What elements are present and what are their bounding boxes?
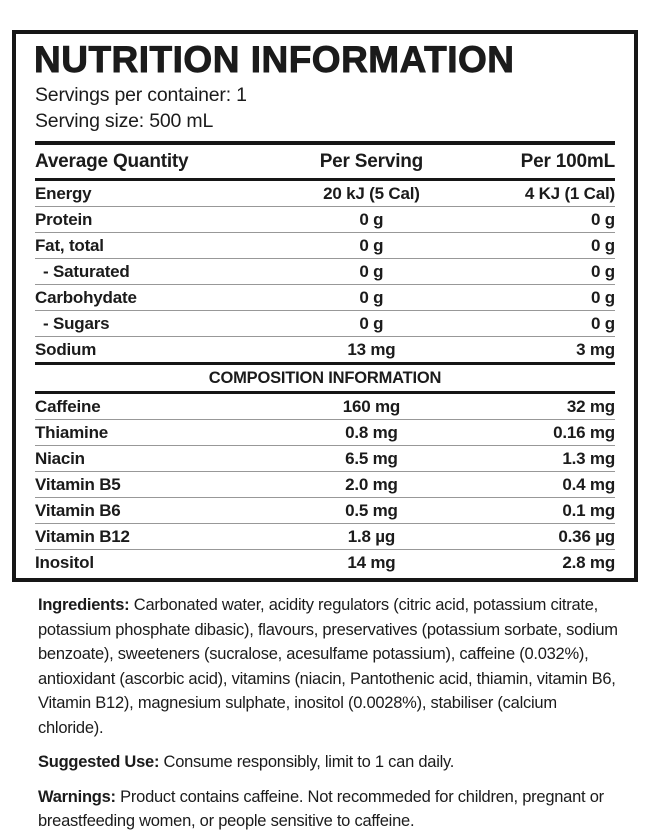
column-header-per-serving: Per Serving — [319, 151, 424, 173]
row-per-100ml-value: 32 mg — [566, 396, 615, 416]
row-label: Thiamine — [35, 422, 109, 442]
row-per-serving-value: 0 g — [359, 287, 384, 307]
row-per-100ml-value: 0.1 mg — [562, 500, 615, 520]
row-label: Niacin — [35, 448, 85, 468]
suggested-use-label: Suggested Use: — [38, 753, 160, 772]
row-per-100ml-value: 3 mg — [576, 339, 615, 359]
table-row-vitamin-b5 — [35, 471, 615, 497]
row-per-serving-value: 2.0 mg — [345, 474, 398, 494]
table-row-fat-total — [35, 232, 615, 258]
table-row-inositol — [35, 549, 615, 575]
label-notes — [38, 593, 618, 834]
table-row-saturated — [35, 258, 615, 284]
row-per-100ml-value: 4 KJ (1 Cal) — [524, 183, 615, 203]
table-row-sodium — [35, 336, 615, 362]
row-per-100ml-value: 0.36 µg — [558, 526, 615, 546]
row-per-serving-value: 0.8 mg — [345, 422, 398, 442]
servings-per-container: Servings per container: 1 — [35, 84, 247, 107]
row-per-serving-value: 14 mg — [347, 552, 396, 572]
composition-section-header: COMPOSITION INFORMATION — [208, 369, 442, 388]
table-row-energy — [35, 181, 615, 206]
row-label: Caffeine — [35, 396, 101, 416]
ingredients-text: Carbonated water, acidity regulators (citric acid, potassium citrate, potassium phosphate dibasic), flavours, preservatives (potassium sorbate, sodium benzoate), sweeteners (sucralose, acesulfame potassium), caffeine (0.032%), antioxidant (ascorbic acid), vitamins (niacin, Pantothenic acid, thiamin, vitamin B6, Vitamin B12), magnesium sulphate, inositol (0.0028%), stabiliser (calcium chloride). — [38, 596, 618, 737]
ingredients-note — [38, 593, 618, 740]
warnings-note — [38, 785, 618, 834]
panel-title: NUTRITION INFORMATION — [34, 39, 515, 80]
row-label: Sodium — [35, 339, 97, 359]
row-per-100ml-value: 0 g — [591, 261, 615, 281]
row-per-100ml-value: 0 g — [591, 313, 615, 333]
row-per-serving-value: 1.8 µg — [347, 526, 396, 546]
row-label: - Sugars — [43, 313, 110, 333]
row-per-serving-value: 6.5 mg — [345, 448, 398, 468]
row-per-serving-value: 0 g — [359, 261, 384, 281]
table-row-caffeine — [35, 394, 615, 419]
suggested-use-text: Consume responsibly, limit to 1 can daily. — [159, 753, 455, 772]
table-row-thiamine — [35, 419, 615, 445]
row-label: Carbohydate — [35, 287, 137, 307]
suggested-use-note — [38, 750, 618, 775]
column-header-per-100ml: Per 100mL — [520, 151, 615, 173]
row-per-100ml-value: 0 g — [591, 235, 615, 255]
row-per-serving-value: 0.5 mg — [345, 500, 398, 520]
row-label: Energy — [35, 183, 92, 203]
row-per-serving-value: 13 mg — [347, 339, 396, 359]
row-label: Vitamin B5 — [35, 474, 121, 494]
row-label: Inositol — [35, 552, 94, 572]
row-per-100ml-value: 0 g — [591, 209, 615, 229]
serving-size: Serving size: 500 mL — [35, 110, 214, 133]
row-per-100ml-value: 0.16 mg — [553, 422, 615, 442]
warnings-text: Product contains caffeine. Not recommeded for children, pregnant or breastfeeding women, or people sensitive to caffeine. — [38, 787, 604, 831]
row-label: Vitamin B6 — [35, 500, 121, 520]
row-label: Protein — [35, 209, 93, 229]
table-row-vitamin-b12 — [35, 523, 615, 549]
nutrition-panel — [12, 30, 638, 582]
row-per-serving-value: 0 g — [359, 313, 384, 333]
row-per-serving-value: 0 g — [359, 235, 384, 255]
row-per-serving-value: 20 kJ (5 Cal) — [323, 183, 420, 203]
table-header-row — [35, 145, 615, 178]
ingredients-label: Ingredients: — [38, 596, 130, 615]
row-label: - Saturated — [43, 261, 130, 281]
table-row-niacin — [35, 445, 615, 471]
row-per-serving-value: 160 mg — [342, 396, 401, 416]
table-row-carbohydrate — [35, 284, 615, 310]
row-per-100ml-value: 1.3 mg — [562, 448, 615, 468]
row-per-serving-value: 0 g — [359, 209, 384, 229]
row-label: Fat, total — [35, 235, 104, 255]
table-row-vitamin-b6 — [35, 497, 615, 523]
column-header-average-quantity: Average Quantity — [35, 151, 189, 173]
row-per-100ml-value: 0 g — [591, 287, 615, 307]
row-per-100ml-value: 2.8 mg — [562, 552, 615, 572]
table-row-sugars — [35, 310, 615, 336]
row-per-100ml-value: 0.4 mg — [562, 474, 615, 494]
warnings-label: Warnings: — [38, 787, 116, 806]
row-label: Vitamin B12 — [35, 526, 130, 546]
table-row-protein — [35, 206, 615, 232]
